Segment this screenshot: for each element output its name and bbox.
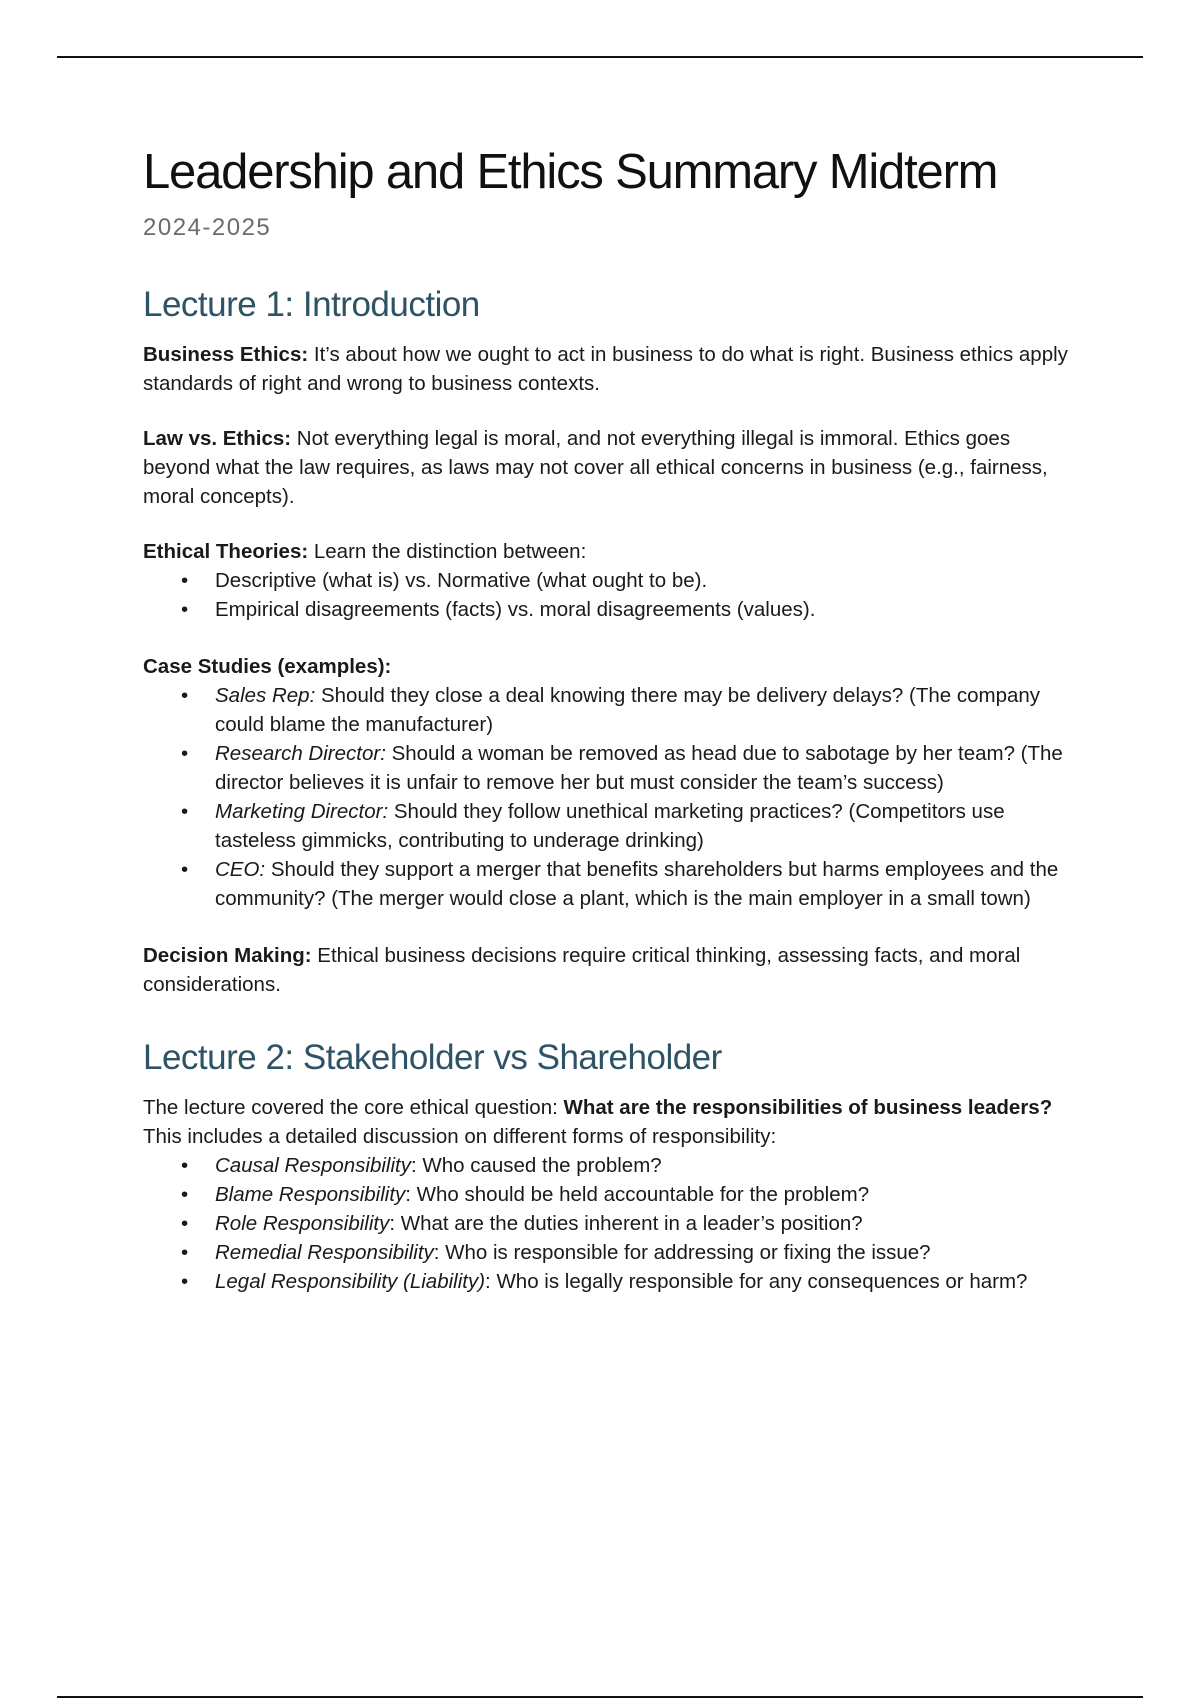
document-page [143,145,1068,1324]
business-ethics-text: It’s about how we ought to act in business to do what is right. Business ethics apply standards of right and wrong to business contexts. [143,342,1068,395]
case-role: Sales Rep: [215,683,316,707]
case-role: Research Director: [215,741,386,765]
list-item [143,797,1068,855]
list-item [143,1151,1068,1180]
bullet-icon: • [181,741,189,765]
responsibility-text: : Who is legally responsible for any consequences or harm? [485,1269,1028,1293]
lecture-2-heading: Lecture 2: Stakeholder vs Shareholder [143,1037,722,1077]
responsibility-term: Causal Responsibility [215,1153,411,1177]
intro-question: What are the responsibilities of business leaders? [563,1095,1053,1119]
bullet-icon: • [181,1269,189,1293]
list-item [143,681,1068,739]
list-item-text: Descriptive (what is) vs. Normative (what ought to be). [215,568,708,592]
list-item [143,1180,1068,1209]
list-item [143,1238,1068,1267]
case-studies-term: Case Studies (examples): [143,654,392,678]
bullet-icon: • [181,683,189,707]
responsibility-term: Blame Responsibility [215,1182,406,1206]
decision-making-paragraph [143,941,1068,999]
responsibility-text: : Who is responsible for addressing or fixing the issue? [433,1240,931,1264]
law-vs-ethics-term: Law vs. Ethics: [143,426,292,450]
case-text: Should they close a deal knowing there may be delivery delays? (The company could blame the manufacturer) [215,683,1041,736]
business-ethics-paragraph [143,340,1068,398]
ethical-theories-paragraph [143,537,1068,566]
lecture-2-intro [143,1093,1068,1151]
ethical-theories-term: Ethical Theories: [143,539,309,563]
responsibility-text: : Who should be held accountable for the problem? [405,1182,870,1206]
responsibility-term: Remedial Responsibility [215,1240,434,1264]
list-item [143,566,1068,595]
list-item [143,1209,1068,1238]
bullet-icon: • [181,857,189,881]
case-text: Should a woman be removed as head due to sabotage by her team? (The director believes it is unfair to remove her but must consider the team’s success) [215,741,1063,794]
top-rule [57,56,1143,58]
lecture-1-heading: Lecture 1: Introduction [143,284,480,324]
business-ethics-term: Business Ethics: [143,342,309,366]
case-text: Should they support a merger that benefits shareholders but harms employees and the community? (The merger would close a plant, which is the main employer in a small town) [215,857,1059,910]
responsibility-term: Role Responsibility [215,1211,390,1235]
bullet-icon: • [181,597,189,621]
bullet-icon: • [181,1153,189,1177]
intro-text-pre: The lecture covered the core ethical question: [143,1095,564,1119]
case-studies-paragraph [143,652,1068,681]
document-title: Leadership and Ethics Summary Midterm [143,145,998,199]
bullet-icon: • [181,799,189,823]
bullet-icon: • [181,1240,189,1264]
responsibility-term: Legal Responsibility (Liability) [215,1269,486,1293]
decision-making-term: Decision Making: [143,943,312,967]
law-vs-ethics-text: Not everything legal is moral, and not everything illegal is immoral. Ethics goes beyond what the law requires, as laws may not cover all ethical concerns in business (e.g., fairness, moral concepts). [143,426,1048,508]
responsibility-list [143,1151,1068,1296]
case-text: Should they follow unethical marketing practices? (Competitors use tasteless gimmicks, contributing to underage drinking) [215,799,1005,852]
document-subtitle: 2024-2025 [143,213,272,241]
ethical-theories-list [143,566,1068,624]
bullet-icon: • [181,1182,189,1206]
case-role: CEO: [215,857,266,881]
list-item [143,739,1068,797]
list-item-text: Empirical disagreements (facts) vs. moral disagreements (values). [215,597,816,621]
list-item [143,855,1068,913]
bullet-icon: • [181,568,189,592]
case-studies-list [143,681,1068,913]
responsibility-text: : What are the duties inherent in a leader’s position? [389,1211,863,1235]
bottom-rule [57,1696,1143,1698]
intro-text-post: This includes a detailed discussion on different forms of responsibility: [143,1124,777,1148]
decision-making-text: Ethical business decisions require critical thinking, assessing facts, and moral considerations. [143,943,1021,996]
case-role: Marketing Director: [215,799,389,823]
ethical-theories-text: Learn the distinction between: [308,539,587,563]
responsibility-text: : Who caused the problem? [410,1153,662,1177]
law-vs-ethics-paragraph [143,424,1068,511]
list-item [143,1267,1068,1296]
bullet-icon: • [181,1211,189,1235]
list-item [143,595,1068,624]
